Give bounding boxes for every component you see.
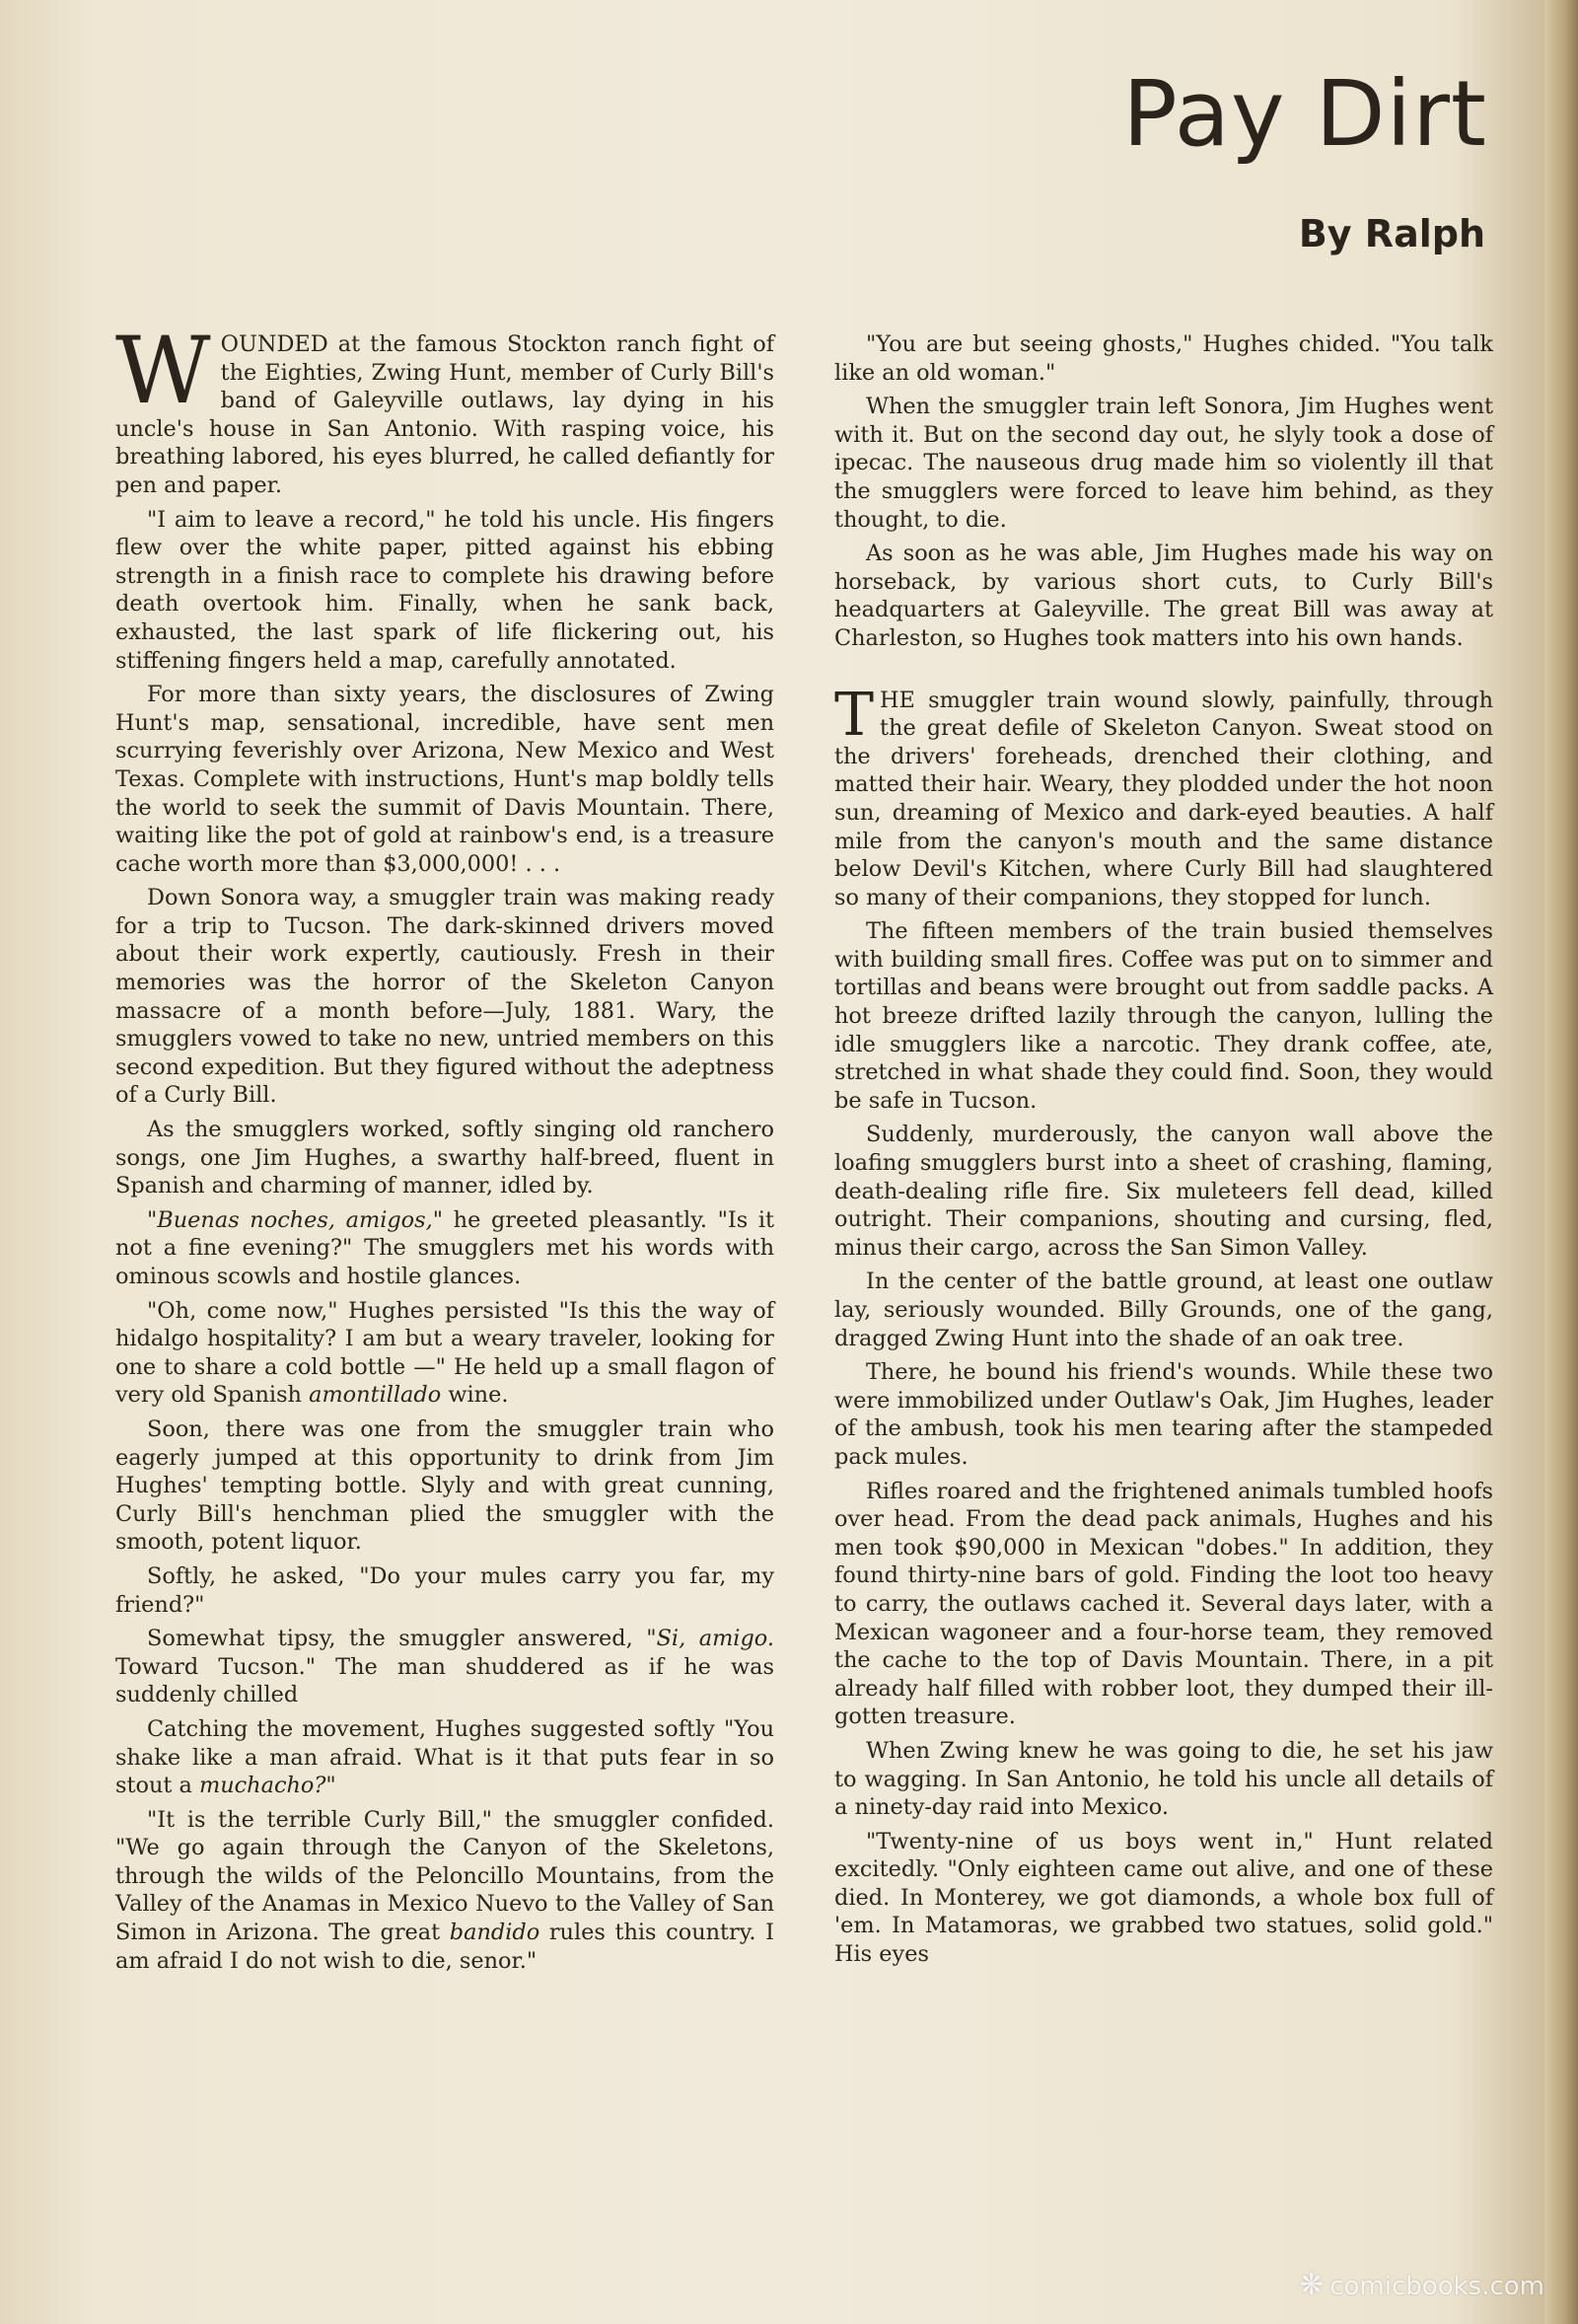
paragraph: In the center of the battle ground, at least one outlaw lay, seriously wounded. Billy Grounds, one of the gang, dragged Zwing Hunt into the shade of an oak tree. (834, 1269, 1493, 1351)
article-title: Pay Dirt (1122, 61, 1487, 167)
article-byline: By Ralph (1298, 212, 1485, 255)
paragraph: "You are but seeing ghosts," Hughes chided. "You talk like an old woman." (834, 331, 1493, 386)
paragraph-text: "It is the terrible Curly Bill," the smuggler confided. "We go again through the Canyon of the Skeletons, through the wilds of the Peloncillo Mountains, from the Valley of the Anamas in Mexico Nuevo to the Valley of San Simon in Arizona. The great (115, 1806, 774, 1946)
site-watermark (1299, 2268, 1544, 2302)
paragraph (115, 1806, 774, 1976)
drop-cap: W (115, 318, 211, 425)
paragraph: Rifles roared and the frightened animals tumbled hoofs over head. From the dead pack animals, Hughes and his men took $90,000 in Mexican "dobes." In addition, they found thirty-nine bars of gold. Finding the loot too heavy to carry, the outlaws cached it. Several days later, with a Mexican wagoneer and a four-horse team, they removed the cache to the top of Davis Mountain. There, in a pit already half filled with robber loot, they dumped their ill-gotten treasure. (834, 1478, 1493, 1730)
paragraph: Softly, he asked, "Do your mules carry you far, my friend?" (115, 1562, 774, 1618)
italic-text: "Buenas noches, amigos," (147, 1206, 444, 1233)
paragraph: Suddenly, murderously, the canyon wall above the loafing smugglers burst into a sheet of crashing, flaming, death-dealing rifle fire. Six muleteers fell dead, killed outright. Their companions, shouting and cursing, fled, minus their cargo, across the San Simon Valley. (834, 1122, 1493, 1261)
page-spine-edge (1544, 0, 1578, 2324)
italic-text: bandido (449, 1920, 540, 1946)
right-text-column (834, 330, 1493, 1975)
paragraph: "I aim to leave a record," he told his uncle. His fingers flew over the white paper, pitted against his ebbing strength in a finish race to complete his drawing before death overtook him. Finally, when he sank back, exhausted, the last spark of life flickering out, his stiffening fingers held a map, carefully annotated. (115, 506, 774, 674)
italic-text: "Si, amigo. (646, 1626, 774, 1652)
paragraph (115, 1715, 774, 1800)
paragraph-text: rules this country. I am afraid I do not wish to die, senor." (115, 1920, 774, 1974)
paragraph-text: Somewhat tipsy, the smuggler answered, (147, 1626, 647, 1652)
paragraph (834, 680, 1493, 912)
paragraph-text: "Oh, come now," Hughes persisted "Is this the way of hidalgo hospitality? I am but a weary traveler, looking for one to share a cold bottle —" He held up a small flagon of very old Spanish (115, 1297, 774, 1409)
paragraph: Soon, there was one from the smuggler train who eagerly jumped at this opportunity to drink from Jim Hughes' tempting bottle. Slyly and with great cunning, Curly Bill's henchman plied the smuggler with the smooth, potent liquor. (115, 1416, 774, 1556)
italic-text: muchacho?" (198, 1773, 336, 1799)
paragraph: As soon as he was able, Jim Hughes made his way on horseback, by various short cuts, to Curly Bill's headquarters at Galeyville. The great Bill was away at Charleston, so Hughes took matters into his own hands. (834, 541, 1493, 651)
swirl-icon: ❋ (1299, 2268, 1325, 2302)
watermark-text: comicbooks.com (1329, 2272, 1544, 2301)
paragraph: Down Sonora way, a smuggler train was making ready for a trip to Tucson. The dark-skinned drivers moved about their work expertly, cautiously. Fresh in their memories was the horror of the Skeleton Canyon massacre of a month before—July, 1881. Wary, the smugglers vowed to take no new, untried members on this second expedition. But they figured without the adeptness of a Curly Bill. (115, 885, 774, 1109)
paragraph: When Zwing knew he was going to die, he set his jaw to wagging. In San Antonio, he told his uncle all details of a ninety-day raid into Mexico. (834, 1737, 1493, 1821)
paragraph (115, 1206, 774, 1291)
italic-text: amontillado (309, 1382, 442, 1409)
paragraph-text: HE smuggler train wound slowly, painfully, through the great defile of Skeleton Canyon. Sweat stood on the drivers' foreheads, drenched their clothing, and matted their hair. Weary, they plodded under the hot noon sun, dreaming of Mexico and dark-eyed beauties. A half mile from the canyon's mouth and the same distance below Devil's Kitchen, where Curly Bill had slaughtered so many of their companions, they stopped for lunch. (834, 687, 1493, 910)
paragraph-text: wine. (441, 1382, 509, 1409)
paragraph-text: Toward Tucson." The man shuddered as if he was suddenly chilled (115, 1653, 774, 1708)
paragraph: When the smuggler train left Sonora, Jim Hughes went with it. But on the second day out, he slyly took a dose of ipecac. The nauseous drug made him so violently ill that the smugglers were forced to leave him behind, as they thought, to die. (834, 394, 1493, 533)
drop-cap: T (834, 680, 875, 750)
left-text-column (115, 318, 774, 1981)
paragraph: There, he bound his friend's wounds. While these two were immobilized under Outlaw's Oak, Jim Hughes, leader of the ambush, took his men tearing after the stampeded pack mules. (834, 1359, 1493, 1470)
paragraph: As the smugglers worked, softly singing old ranchero songs, one Jim Hughes, a swarthy half-breed, fluent in Spanish and charming of manner, idled by. (115, 1117, 774, 1199)
paragraph (115, 1625, 774, 1709)
paragraph-text: he greeted pleasantly. "Is it not a fine evening?" The smugglers met his words with ominous scowls and hostile glances. (115, 1206, 774, 1289)
paragraph-text: OUNDED at the famous Stockton ranch fight of the Eighties, Zwing Hunt, member of Curly Bill's band of Galeyville outlaws, lay dying in his uncle's house in San Antonio. With rasping voice, his breathing labored, his eyes blurred, he called defiantly for pen and paper. (115, 331, 774, 498)
paragraph: "Twenty-nine of us boys went in," Hunt related excitedly. "Only eighteen came out alive, and one of these died. In Monterey, we got diamonds, a whole box full of 'em. In Matamoras, we grabbed two statues, solid gold." His eyes (834, 1828, 1493, 1968)
paragraph: The fifteen members of the train busied themselves with building small fires. Coffee was put on to simmer and tortillas and beans were brought out from saddle packs. A hot breeze drifted lazily through the canyon, lulling the idle smugglers like a narcotic. They drank coffee, ate, stretched in what shade they could find. Soon, they would be safe in Tucson. (834, 918, 1493, 1114)
paragraph (115, 1297, 774, 1410)
paragraph (115, 318, 774, 500)
paragraph: For more than sixty years, the disclosures of Zwing Hunt's map, sensational, incredible, have sent men scurrying feverishly over Arizona, New Mexico and West Texas. Complete with instructions, Hunt's map boldly tells the world to seek the summit of Davis Mountain. There, waiting like the pot of gold at rainbow's end, is a treasure cache worth more than $3,000,000! . . . (115, 682, 774, 877)
paragraph-text: Catching the movement, Hughes suggested softly "You shake like a man afraid. What is it that puts fear in so stout a (115, 1715, 774, 1799)
